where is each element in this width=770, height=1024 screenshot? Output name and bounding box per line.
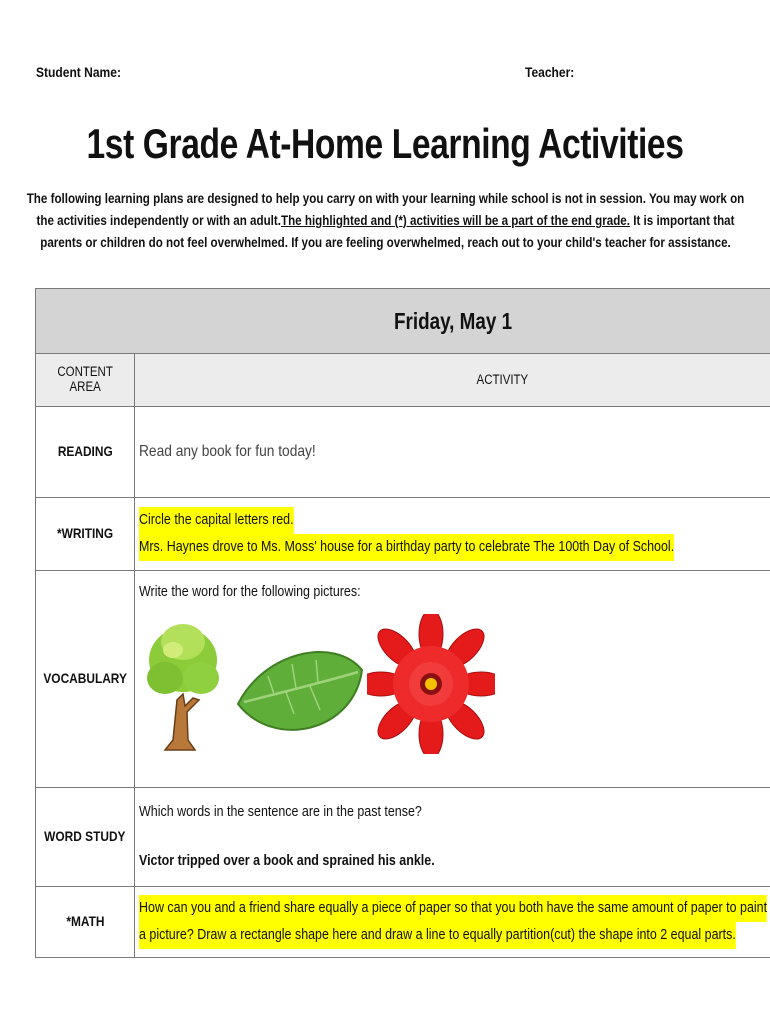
area-cell bbox=[36, 498, 135, 571]
column-header-area bbox=[36, 354, 135, 407]
vocabulary-pictures bbox=[139, 620, 770, 755]
day-title: Friday, May 1 bbox=[393, 307, 512, 334]
tree-icon bbox=[143, 620, 223, 755]
math-question-line2: a picture? Draw a rectangle shape here and draw a line to equally partition(cut) the shape into 2 equal parts. bbox=[139, 922, 736, 949]
area-writing: *WRITING bbox=[57, 525, 114, 541]
math-question-line1: How can you and a friend share equally a piece of paper so that you both have the same amount of paper to paint bbox=[139, 895, 767, 922]
word-study-question: Which words in the sentence are in the past tense? bbox=[139, 804, 423, 820]
area-cell bbox=[36, 407, 135, 498]
intro-text: The following learning plans are designed to help you carry on with your learning while school is not in session. You may work on the activities independently or with an adult. bbox=[26, 191, 745, 228]
table-row-math bbox=[36, 887, 770, 958]
area-cell bbox=[36, 887, 135, 958]
table-row-vocabulary bbox=[36, 571, 770, 788]
intro-text-end: It is important that parents or children do not feel overwhelmed. If you are feeling overwhelmed, reach out to your child's teacher for assistance. bbox=[40, 213, 735, 250]
area-word-study: WORD STUDY bbox=[44, 828, 126, 844]
reading-activity: Read any book for fun today! bbox=[139, 443, 316, 460]
area-cell bbox=[36, 788, 135, 887]
writing-sentence: Mrs. Haynes drove to Ms. Moss' house for a birthday party to celebrate The 100th Day of School. bbox=[139, 534, 674, 561]
word-study-sentence: Victor tripped over a book and sprained his ankle. bbox=[139, 853, 435, 869]
student-name-label: Student Name: bbox=[36, 64, 121, 80]
table-row-writing bbox=[36, 498, 770, 571]
activity-cell-writing bbox=[135, 498, 770, 571]
activity-cell-math bbox=[135, 887, 770, 958]
activity-cell-reading bbox=[135, 407, 770, 498]
column-header-activity bbox=[135, 354, 770, 407]
area-math: *MATH bbox=[66, 913, 105, 929]
vocabulary-instruction: Write the word for the following pictures: bbox=[139, 584, 361, 600]
teacher-label: Teacher: bbox=[525, 64, 575, 80]
activity-cell-vocabulary bbox=[135, 571, 770, 788]
page-title: 1st Grade At-Home Learning Activities bbox=[86, 120, 684, 167]
intro-graded-note: The highlighted and (*) activities will be a part of the end grade. bbox=[280, 213, 630, 228]
table-row-word-study bbox=[36, 788, 770, 887]
table-row-reading bbox=[36, 407, 770, 498]
area-cell bbox=[36, 571, 135, 788]
area-vocabulary: VOCABULARY bbox=[43, 670, 127, 686]
leaf-icon bbox=[234, 642, 366, 747]
column-header-area-label: CONTENT AREA bbox=[57, 364, 113, 394]
column-header-activity-label: ACTIVITY bbox=[476, 372, 529, 387]
intro-paragraph bbox=[20, 188, 750, 254]
flower-icon bbox=[367, 614, 495, 754]
area-reading: READING bbox=[57, 443, 113, 459]
writing-instruction: Circle the capital letters red. bbox=[139, 507, 294, 534]
activities-table bbox=[35, 288, 770, 958]
day-header bbox=[36, 289, 770, 354]
activity-cell-word-study bbox=[135, 788, 770, 887]
